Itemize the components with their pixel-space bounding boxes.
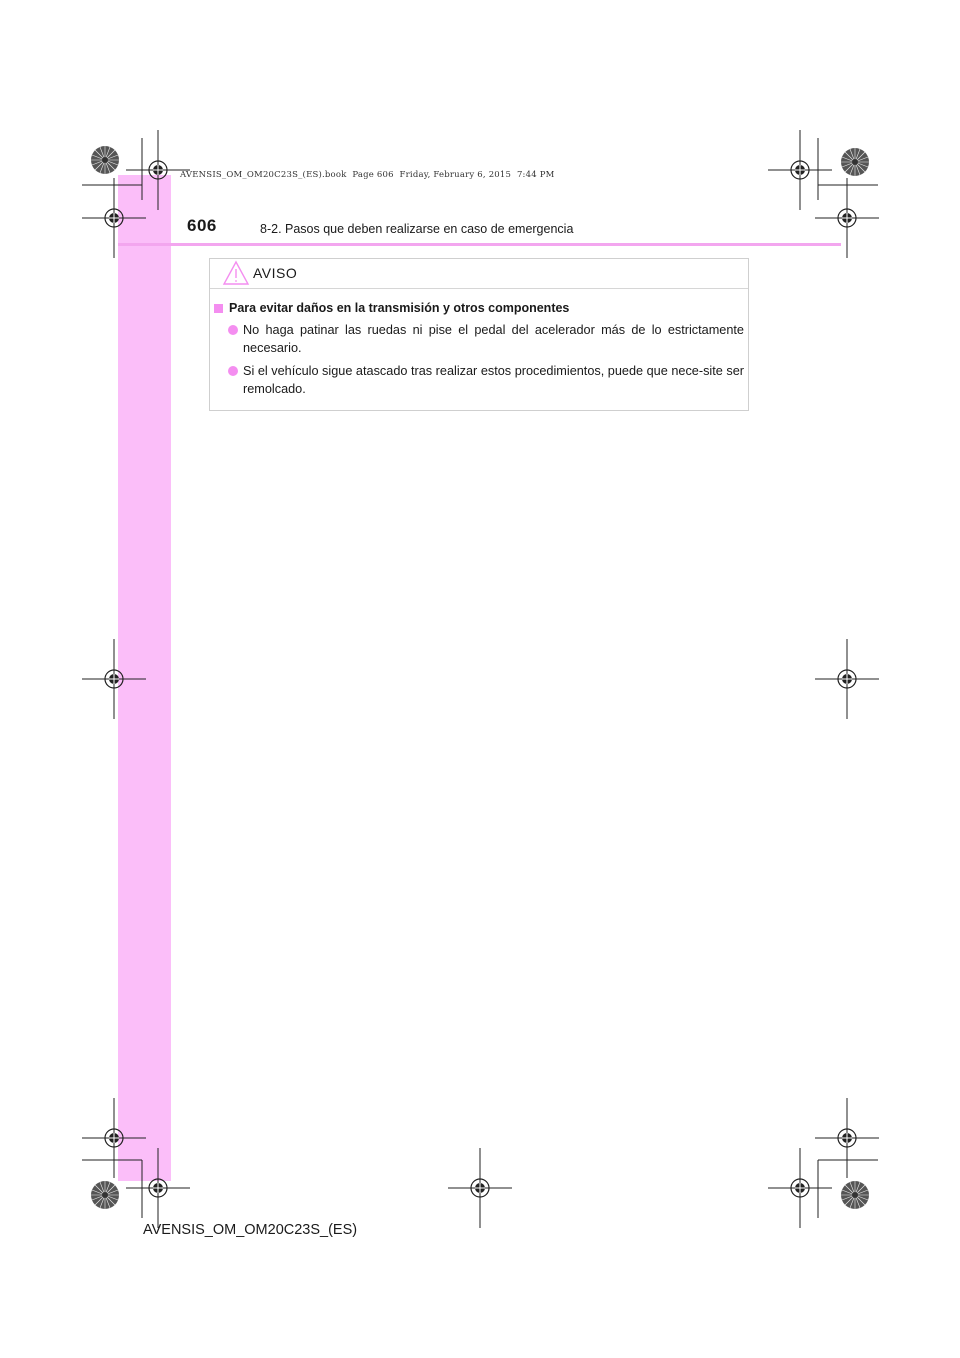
section-title: 8-2. Pasos que deben realizarse en caso de emergencia	[260, 222, 574, 236]
subheading-text: Para evitar daños en la transmisión y otros componentes	[229, 301, 570, 315]
star-target-icon	[841, 1181, 869, 1209]
footer-code: AVENSIS_OM_OM20C23S_(ES)	[143, 1222, 358, 1238]
registration-mark-icon	[126, 130, 190, 210]
star-target-icon	[91, 1181, 119, 1209]
registration-mark-icon	[448, 1148, 512, 1228]
page-number: 606	[187, 216, 217, 235]
list-item-text: Si el vehículo sigue atascado tras realizar estos procedimientos, puede que nece-site ser remolcado.	[243, 364, 744, 396]
list-item-text: No haga patinar las ruedas ni pise el pedal del acelerador más de lo estrictamente necesario.	[243, 323, 744, 355]
registration-mark-icon	[82, 1098, 146, 1178]
star-target-icon	[841, 148, 869, 176]
registration-mark-icon	[82, 639, 146, 719]
registration-mark-icon	[815, 1098, 879, 1178]
book-info-line: AVENSIS_OM_OM20C23S_(ES).book Page 606 Friday, February 6, 2015 7:44 PM	[180, 170, 555, 180]
notice-label: AVISO	[253, 265, 298, 281]
registration-mark-icon	[768, 130, 832, 210]
registration-mark-icon	[815, 178, 879, 258]
registration-mark-icon	[815, 639, 879, 719]
star-target-icon	[91, 146, 119, 174]
registration-mark-icon	[82, 178, 146, 258]
